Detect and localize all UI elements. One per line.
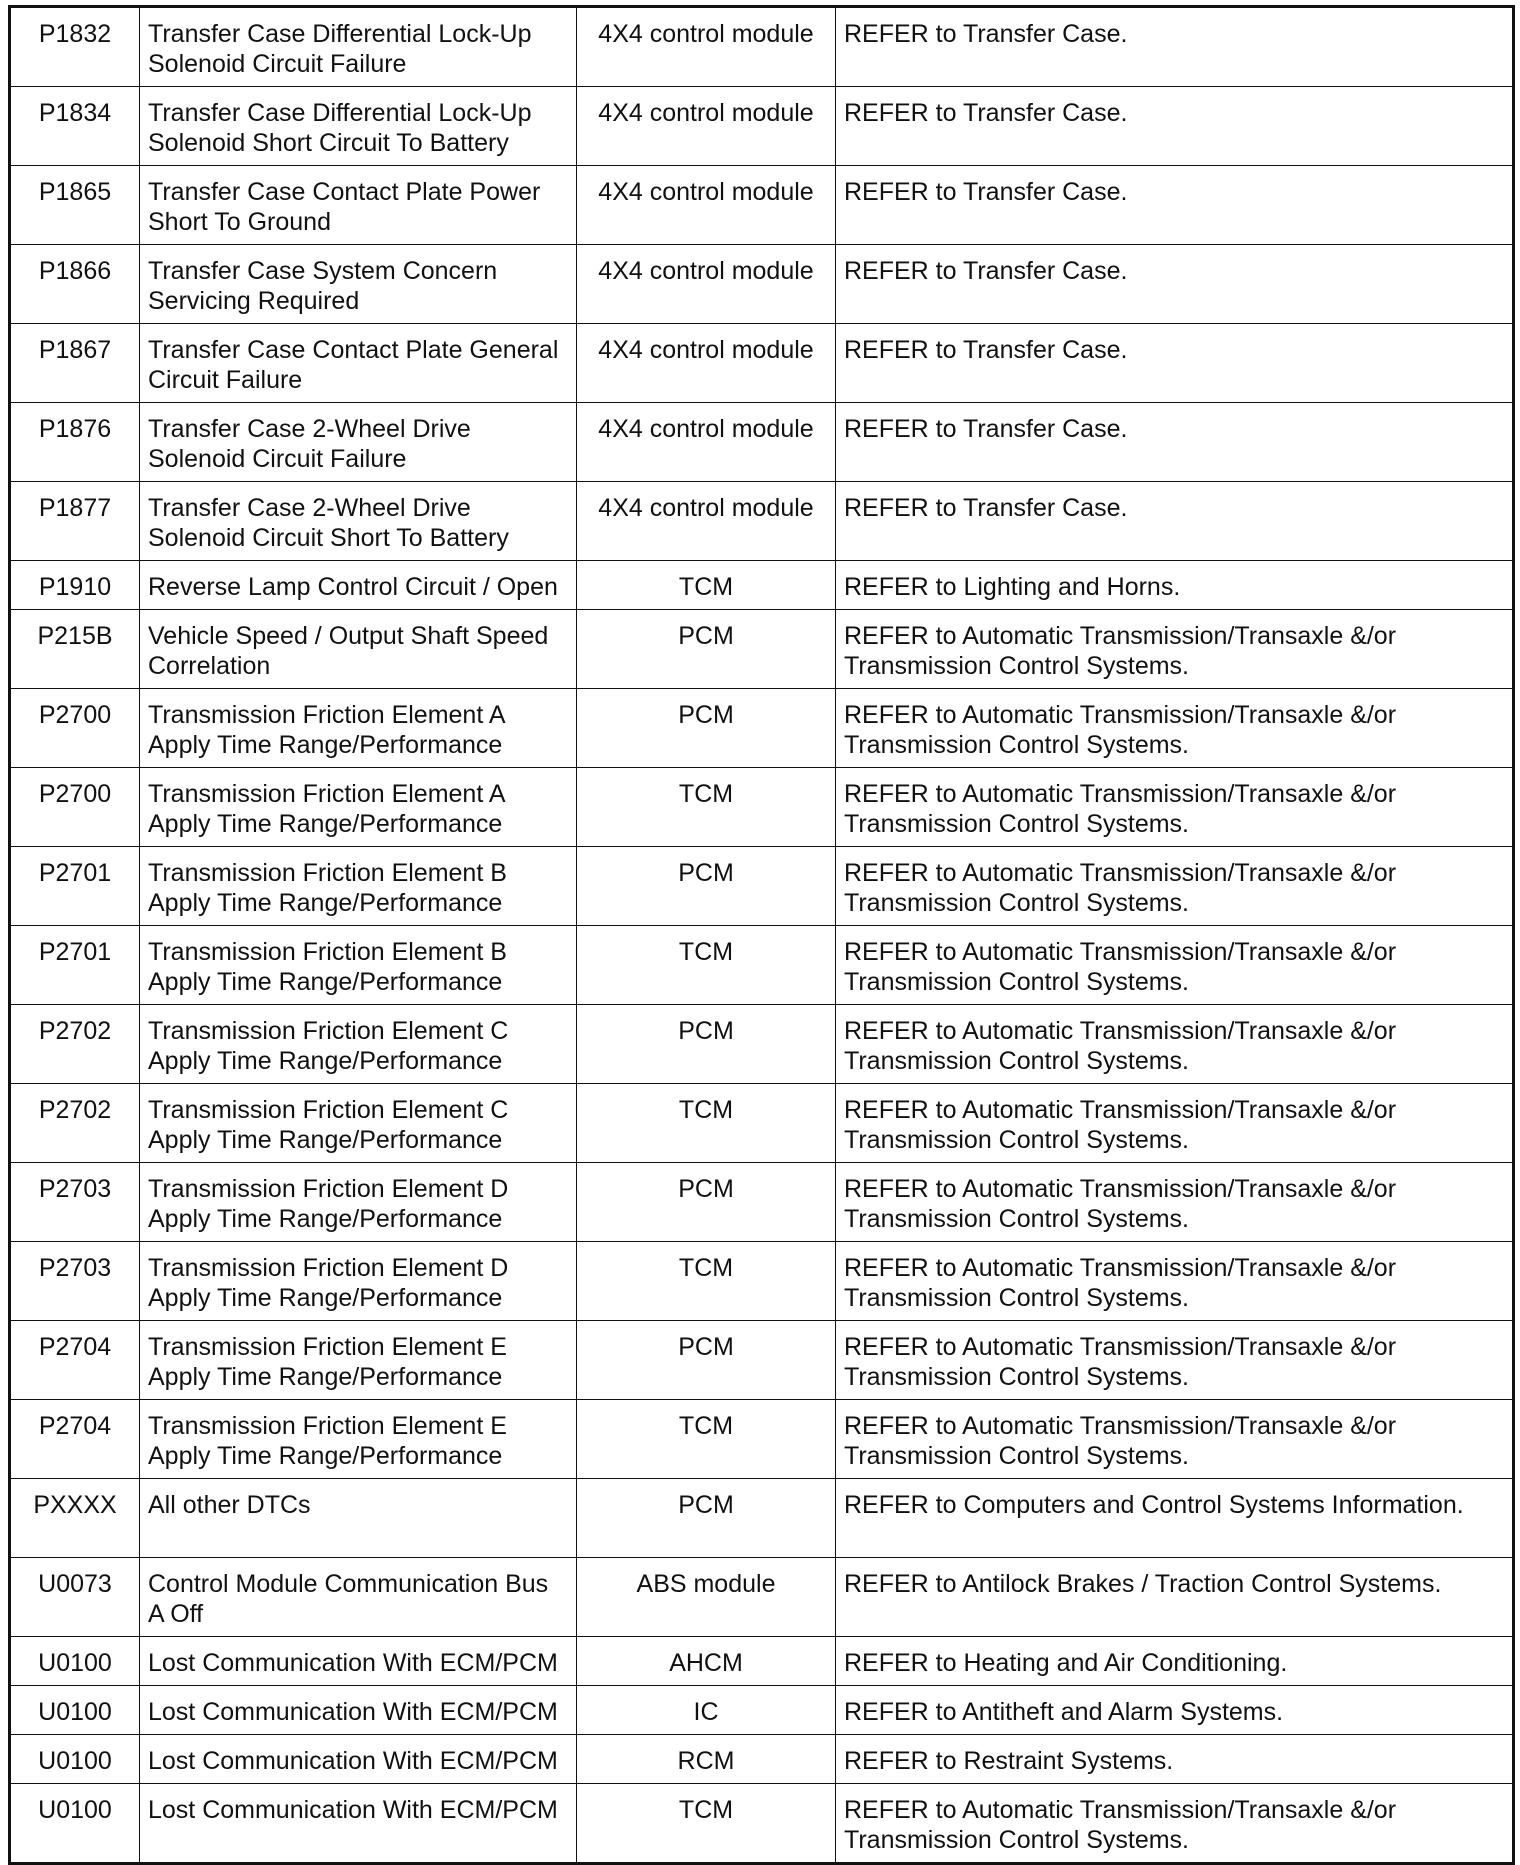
table-row [10, 245, 1514, 324]
dtc-code: PXXXX [10, 1479, 140, 1558]
refer-action: REFER to Transfer Case. [836, 87, 1514, 166]
control-module: 4X4 control module [577, 166, 836, 245]
dtc-table-body [10, 7, 1514, 1864]
table-row [10, 561, 1514, 610]
dtc-code: P215B [10, 610, 140, 689]
control-module: PCM [577, 1163, 836, 1242]
refer-action: REFER to Restraint Systems. [836, 1735, 1514, 1784]
control-module: PCM [577, 610, 836, 689]
control-module: RCM [577, 1735, 836, 1784]
dtc-description: Transmission Friction Element E Apply Time Range/Performance [140, 1321, 577, 1400]
control-module: PCM [577, 1479, 836, 1558]
dtc-description: Lost Communication With ECM/PCM [140, 1637, 577, 1686]
dtc-code: U0073 [10, 1558, 140, 1637]
refer-action: REFER to Antitheft and Alarm Systems. [836, 1686, 1514, 1735]
dtc-code: U0100 [10, 1686, 140, 1735]
dtc-code: U0100 [10, 1637, 140, 1686]
dtc-code: P2702 [10, 1084, 140, 1163]
refer-action: REFER to Transfer Case. [836, 245, 1514, 324]
refer-action: REFER to Automatic Transmission/Transaxle &/or Transmission Control Systems. [836, 926, 1514, 1005]
dtc-description: Vehicle Speed / Output Shaft Speed Correlation [140, 610, 577, 689]
dtc-description: Transmission Friction Element C Apply Time Range/Performance [140, 1084, 577, 1163]
table-row [10, 7, 1514, 87]
dtc-code: P2703 [10, 1163, 140, 1242]
table-row [10, 610, 1514, 689]
dtc-code: P2701 [10, 847, 140, 926]
refer-action: REFER to Transfer Case. [836, 166, 1514, 245]
dtc-description: Transmission Friction Element A Apply Time Range/Performance [140, 689, 577, 768]
refer-action: REFER to Transfer Case. [836, 7, 1514, 87]
dtc-code: P2703 [10, 1242, 140, 1321]
control-module: 4X4 control module [577, 87, 836, 166]
control-module: 4X4 control module [577, 7, 836, 87]
dtc-code: P1876 [10, 403, 140, 482]
refer-action: REFER to Automatic Transmission/Transaxle &/or Transmission Control Systems. [836, 1163, 1514, 1242]
control-module: PCM [577, 847, 836, 926]
dtc-description: Transmission Friction Element D Apply Time Range/Performance [140, 1163, 577, 1242]
table-row [10, 1558, 1514, 1637]
dtc-code: P1832 [10, 7, 140, 87]
dtc-description: Reverse Lamp Control Circuit / Open [140, 561, 577, 610]
table-row [10, 87, 1514, 166]
dtc-description: Transmission Friction Element B Apply Time Range/Performance [140, 926, 577, 1005]
refer-action: REFER to Automatic Transmission/Transaxle &/or Transmission Control Systems. [836, 1084, 1514, 1163]
dtc-description: Transmission Friction Element D Apply Time Range/Performance [140, 1242, 577, 1321]
table-row [10, 403, 1514, 482]
dtc-description: Lost Communication With ECM/PCM [140, 1686, 577, 1735]
dtc-code: P1866 [10, 245, 140, 324]
control-module: ABS module [577, 1558, 836, 1637]
dtc-description: Transmission Friction Element B Apply Time Range/Performance [140, 847, 577, 926]
dtc-description: Transmission Friction Element C Apply Time Range/Performance [140, 1005, 577, 1084]
table-row [10, 1084, 1514, 1163]
refer-action: REFER to Automatic Transmission/Transaxle &/or Transmission Control Systems. [836, 847, 1514, 926]
control-module: PCM [577, 1321, 836, 1400]
dtc-description: Transfer Case 2-Wheel Drive Solenoid Circuit Failure [140, 403, 577, 482]
dtc-description: Transfer Case Differential Lock-Up Solenoid Short Circuit To Battery [140, 87, 577, 166]
refer-action: REFER to Automatic Transmission/Transaxle &/or Transmission Control Systems. [836, 610, 1514, 689]
dtc-code: U0100 [10, 1784, 140, 1864]
dtc-description: Lost Communication With ECM/PCM [140, 1784, 577, 1864]
table-row [10, 1637, 1514, 1686]
refer-action: REFER to Automatic Transmission/Transaxle &/or Transmission Control Systems. [836, 1321, 1514, 1400]
control-module: 4X4 control module [577, 324, 836, 403]
refer-action: REFER to Lighting and Horns. [836, 561, 1514, 610]
table-row [10, 1242, 1514, 1321]
dtc-code: P1910 [10, 561, 140, 610]
table-row [10, 689, 1514, 768]
dtc-code: P2700 [10, 768, 140, 847]
table-row [10, 1784, 1514, 1864]
table-row [10, 926, 1514, 1005]
dtc-description: Transmission Friction Element E Apply Time Range/Performance [140, 1400, 577, 1479]
dtc-description: Transfer Case System Concern Servicing Required [140, 245, 577, 324]
dtc-description: Transfer Case Contact Plate Power Short To Ground [140, 166, 577, 245]
dtc-description: Transfer Case Contact Plate General Circuit Failure [140, 324, 577, 403]
control-module: 4X4 control module [577, 403, 836, 482]
refer-action: REFER to Automatic Transmission/Transaxle &/or Transmission Control Systems. [836, 1005, 1514, 1084]
dtc-code: P2702 [10, 1005, 140, 1084]
control-module: TCM [577, 561, 836, 610]
control-module: PCM [577, 1005, 836, 1084]
table-row [10, 482, 1514, 561]
control-module: AHCM [577, 1637, 836, 1686]
table-row [10, 1400, 1514, 1479]
dtc-table [8, 5, 1515, 1865]
refer-action: REFER to Automatic Transmission/Transaxle &/or Transmission Control Systems. [836, 1784, 1514, 1864]
refer-action: REFER to Automatic Transmission/Transaxle &/or Transmission Control Systems. [836, 1242, 1514, 1321]
table-row [10, 847, 1514, 926]
dtc-code: P1834 [10, 87, 140, 166]
refer-action: REFER to Computers and Control Systems Information. [836, 1479, 1514, 1558]
refer-action: REFER to Transfer Case. [836, 403, 1514, 482]
refer-action: REFER to Transfer Case. [836, 324, 1514, 403]
dtc-code: P2704 [10, 1400, 140, 1479]
table-row [10, 324, 1514, 403]
dtc-description: Transmission Friction Element A Apply Time Range/Performance [140, 768, 577, 847]
control-module: TCM [577, 926, 836, 1005]
table-row [10, 1686, 1514, 1735]
control-module: IC [577, 1686, 836, 1735]
dtc-description: Transfer Case Differential Lock-Up Solenoid Circuit Failure [140, 7, 577, 87]
dtc-code: P1865 [10, 166, 140, 245]
refer-action: REFER to Automatic Transmission/Transaxle &/or Transmission Control Systems. [836, 689, 1514, 768]
control-module: 4X4 control module [577, 482, 836, 561]
control-module: TCM [577, 768, 836, 847]
dtc-description: Control Module Communication Bus A Off [140, 1558, 577, 1637]
refer-action: REFER to Heating and Air Conditioning. [836, 1637, 1514, 1686]
table-row [10, 1163, 1514, 1242]
table-row [10, 1005, 1514, 1084]
control-module: 4X4 control module [577, 245, 836, 324]
dtc-description: Lost Communication With ECM/PCM [140, 1735, 577, 1784]
control-module: TCM [577, 1784, 836, 1864]
table-row [10, 1479, 1514, 1558]
table-row [10, 768, 1514, 847]
table-row [10, 1321, 1514, 1400]
dtc-code: P1867 [10, 324, 140, 403]
control-module: TCM [577, 1084, 836, 1163]
refer-action: REFER to Transfer Case. [836, 482, 1514, 561]
control-module: TCM [577, 1400, 836, 1479]
dtc-code: U0100 [10, 1735, 140, 1784]
control-module: TCM [577, 1242, 836, 1321]
refer-action: REFER to Automatic Transmission/Transaxle &/or Transmission Control Systems. [836, 1400, 1514, 1479]
table-row [10, 166, 1514, 245]
dtc-description: Transfer Case 2-Wheel Drive Solenoid Circuit Short To Battery [140, 482, 577, 561]
table-row [10, 1735, 1514, 1784]
refer-action: REFER to Automatic Transmission/Transaxle &/or Transmission Control Systems. [836, 768, 1514, 847]
dtc-description: All other DTCs [140, 1479, 577, 1558]
refer-action: REFER to Antilock Brakes / Traction Control Systems. [836, 1558, 1514, 1637]
dtc-code: P1877 [10, 482, 140, 561]
dtc-code: P2701 [10, 926, 140, 1005]
dtc-code: P2704 [10, 1321, 140, 1400]
dtc-code: P2700 [10, 689, 140, 768]
control-module: PCM [577, 689, 836, 768]
